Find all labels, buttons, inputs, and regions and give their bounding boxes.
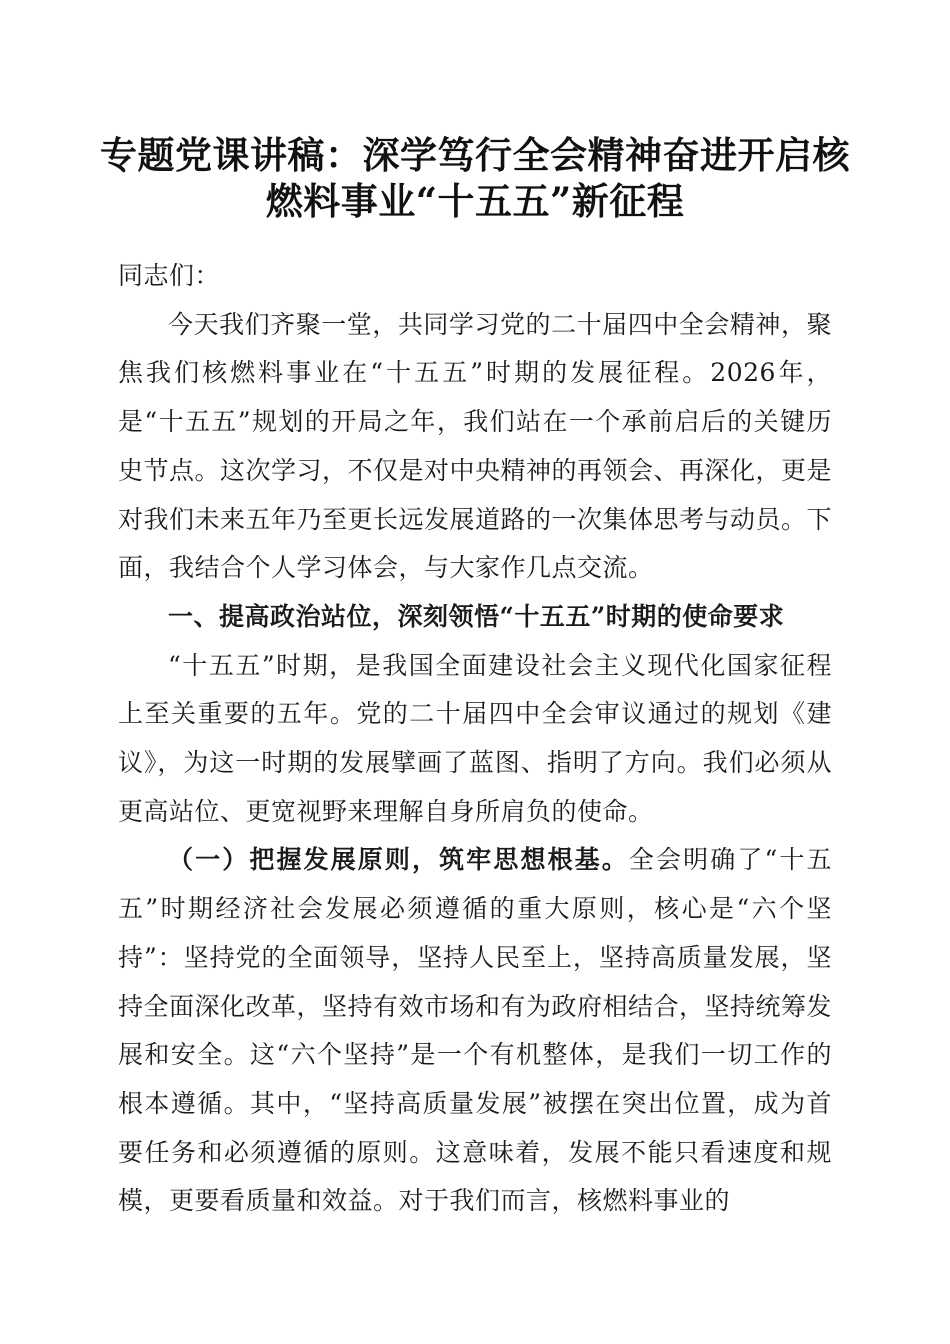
title-line-2: 燃料事业“十五五”新征程 <box>265 179 685 223</box>
paragraph-principles-text: 全会明确了“十五五”时期经济社会发展必须遵循的重大原则，核心是“六个坚持”：坚持党的全面领导，坚持人民至上，坚持高质量发展，坚持全面深化改革，坚持有效市场和有为政府相结合，坚持统筹发展和安全。这“六个坚持”是一个有机整体，是我们一切工作的根本遵循。其中，“坚持高质量发展”被摆在突出位置，成为首要任务和必须遵循的原则。这意味着，发展不能只看速度和规模，更要看质量和效益。对于我们而言，核燃料事业的 <box>118 845 833 1216</box>
document-title <box>100 132 850 224</box>
subheading-1: （一）把握发展原则，筑牢思想根基。 <box>168 845 629 875</box>
document-body <box>118 252 832 1226</box>
paragraph-principles <box>118 836 832 1226</box>
title-line-1: 专题党课讲稿：深学笃行全会精神奋进开启核 <box>100 133 850 177</box>
paragraph-mission: “十五五”时期，是我国全面建设社会主义现代化国家征程上至关重要的五年。党的二十届四中全会审议通过的规划《建议》，为这一时期的发展擘画了蓝图、指明了方向。我们必须从更高站位、更宽视野来理解自身所肩负的使命。 <box>118 650 832 826</box>
salutation: 同志们： <box>118 261 221 290</box>
paragraph-intro: 今天我们齐聚一堂，共同学习党的二十届四中全会精神，聚焦我们核燃料事业在“十五五”时期的发展征程。2026年，是“十五五”规划的开局之年，我们站在一个承前启后的关键历史节点。这次学习，不仅是对中央精神的再领会、再深化，更是对我们未来五年乃至更长远发展道路的一次集体思考与动员。下面，我结合个人学习体会，与大家作几点交流。 <box>118 309 833 583</box>
section-heading-1: 一、提高政治站位，深刻领悟“十五五”时期的使命要求 <box>168 601 785 631</box>
